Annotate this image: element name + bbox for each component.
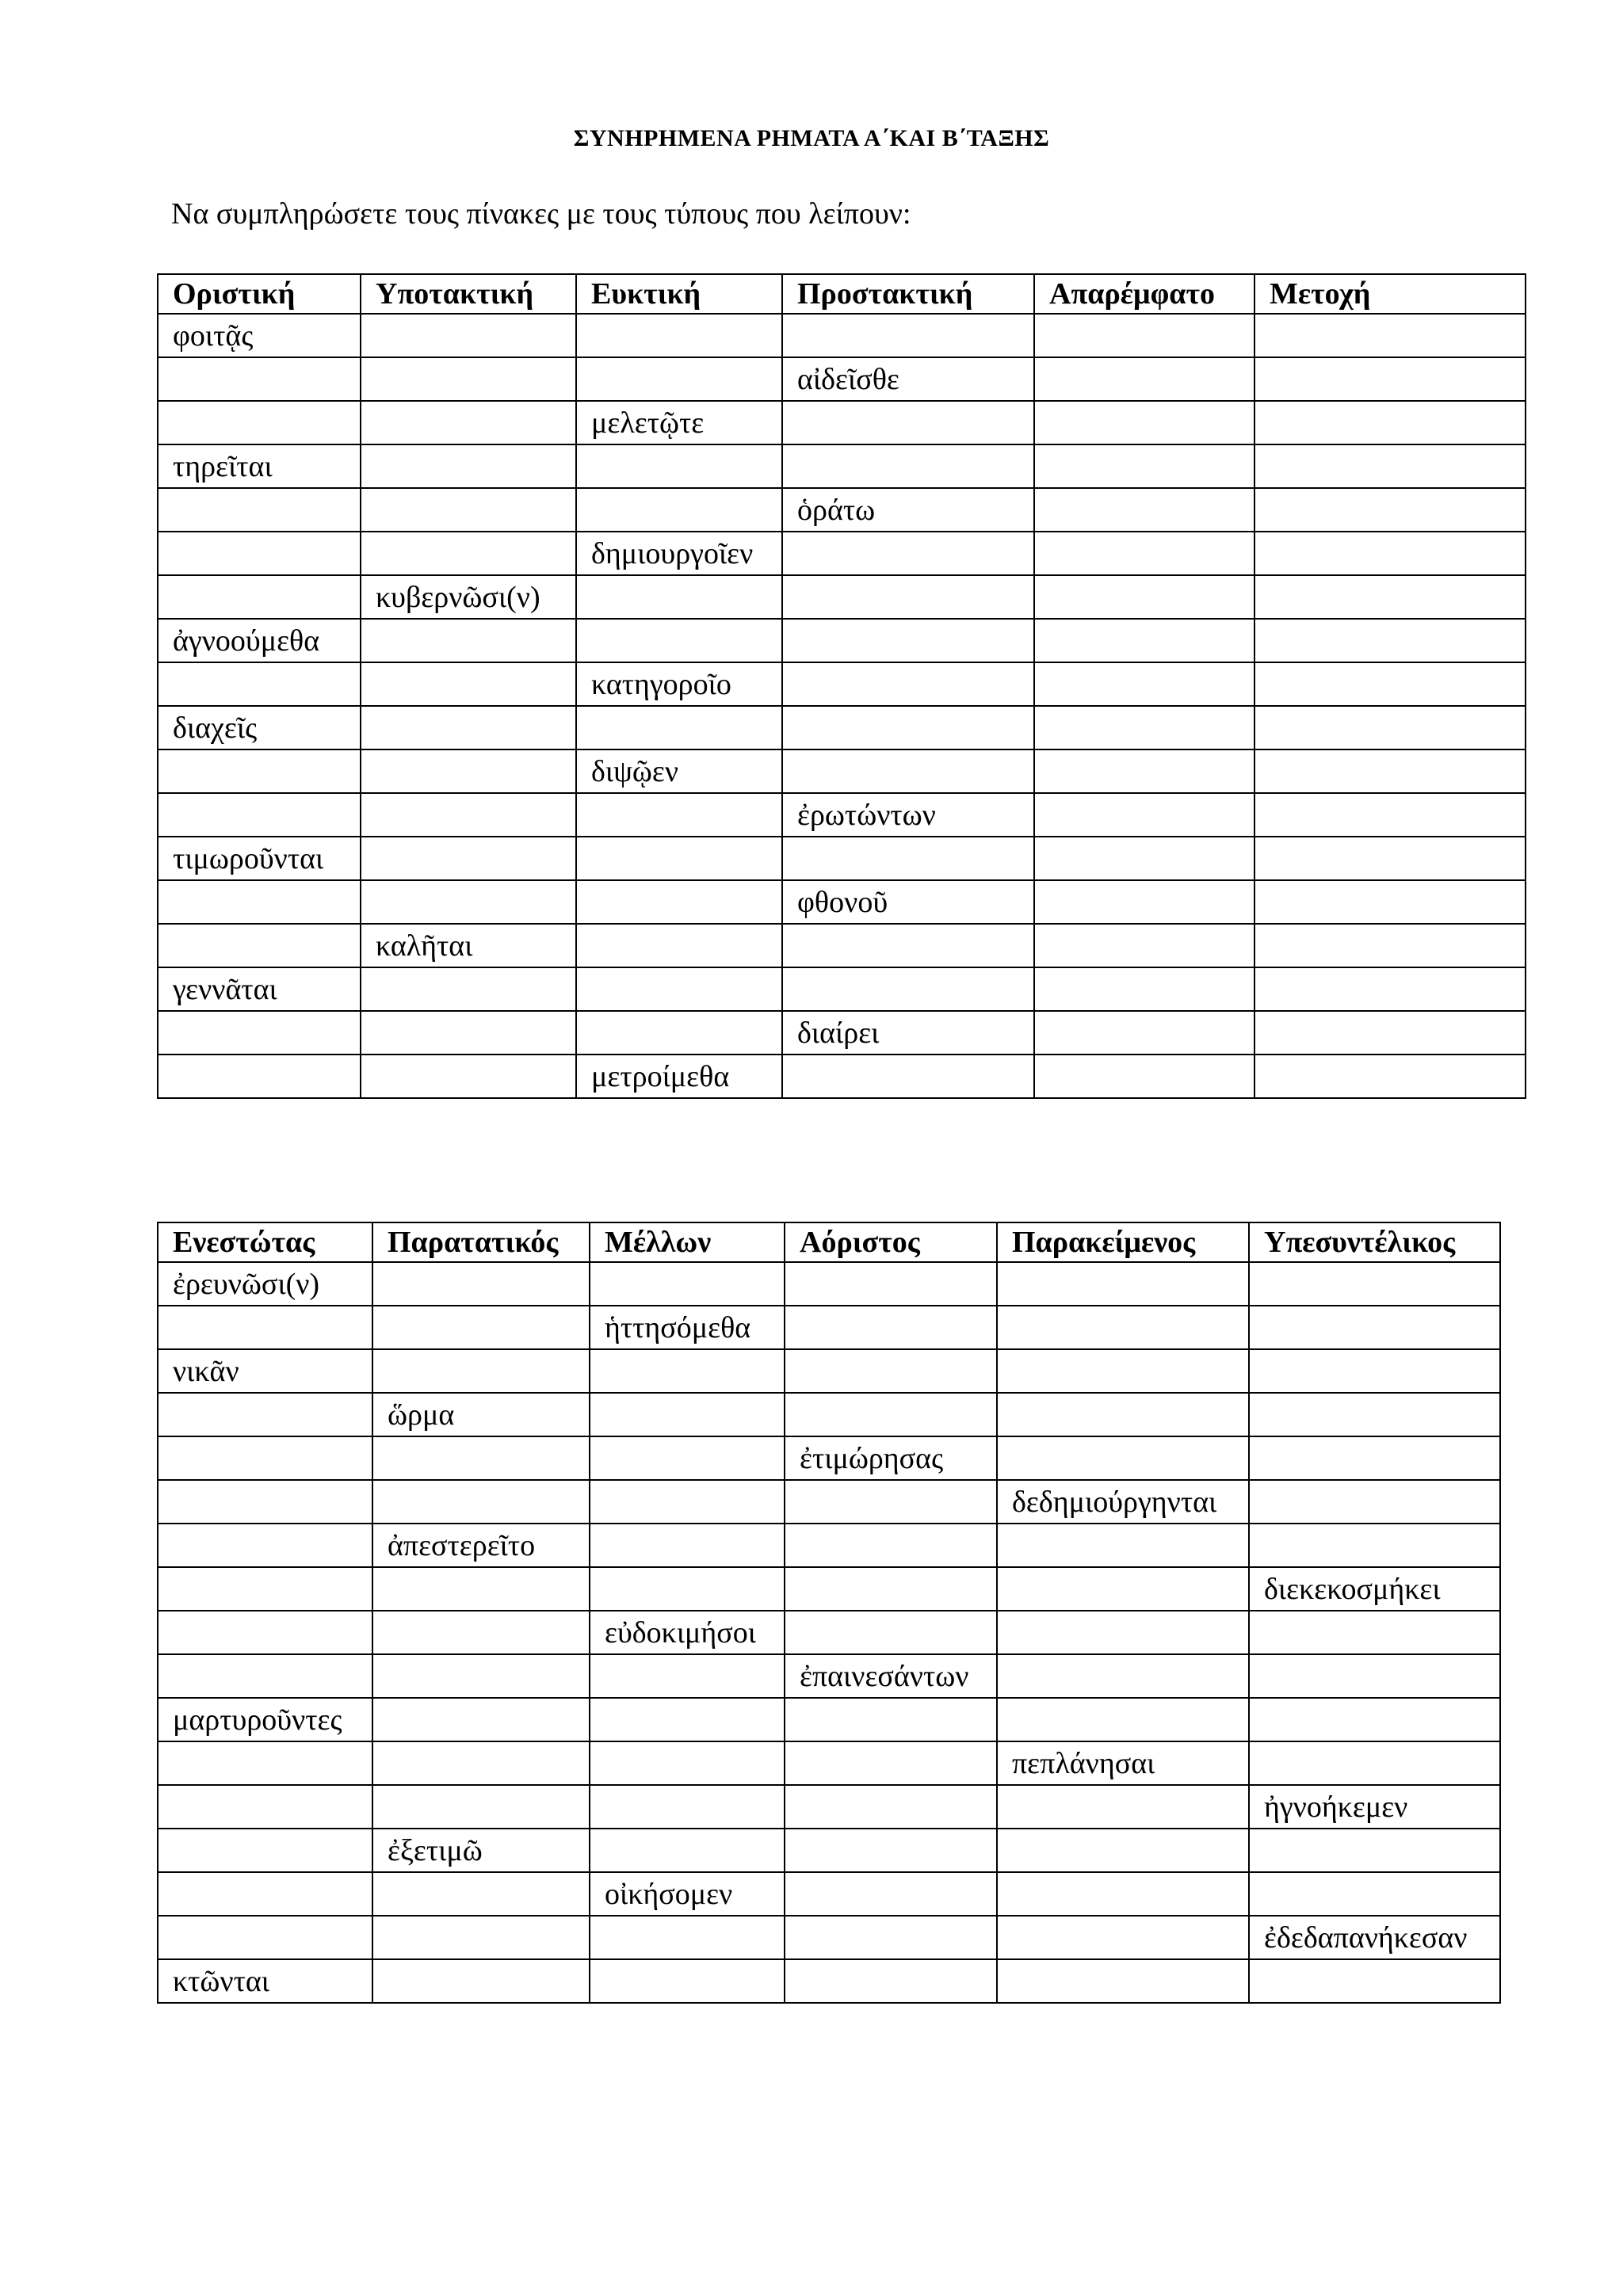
table-cell	[158, 1306, 372, 1349]
table-cell: κατηγοροῖο	[576, 662, 782, 706]
table-cell	[1249, 1480, 1500, 1524]
table-cell: μαρτυροῦντες	[158, 1698, 372, 1741]
table-cell	[576, 1011, 782, 1055]
table-cell	[158, 1829, 372, 1872]
column-header: Οριστική	[158, 274, 361, 314]
table-cell	[1249, 1741, 1500, 1785]
table-row	[158, 1306, 1500, 1349]
table-cell	[1249, 1306, 1500, 1349]
table-cell: γεννᾶται	[158, 967, 361, 1011]
table-row	[158, 662, 1526, 706]
table-row	[158, 1916, 1500, 1959]
table-cell	[782, 967, 1034, 1011]
table-cell	[782, 837, 1034, 880]
table-cell	[1249, 1959, 1500, 2003]
table-row	[158, 1741, 1500, 1785]
table-cell	[1034, 314, 1254, 357]
column-header: Ενεστώτας	[158, 1222, 372, 1262]
table-cell	[785, 1480, 997, 1524]
table-row	[158, 1480, 1500, 1524]
table-cell	[158, 749, 361, 793]
table-cell: μετροίμεθα	[576, 1055, 782, 1098]
table-cell: ἐδεδαπανήκεσαν	[1249, 1916, 1500, 1959]
table-cell: αἰδεῖσθε	[782, 357, 1034, 401]
table-cell	[158, 357, 361, 401]
table-row	[158, 793, 1526, 837]
table-cell	[590, 1698, 785, 1741]
table-cell	[158, 662, 361, 706]
table-cell	[997, 1306, 1249, 1349]
table-cell	[158, 1611, 372, 1654]
table-cell	[361, 749, 576, 793]
table-cell: κυβερνῶσι(ν)	[361, 575, 576, 619]
table-cell: διαχεῖς	[158, 706, 361, 749]
table-cell	[1034, 837, 1254, 880]
table-cell	[158, 1785, 372, 1829]
table-cell	[1034, 1011, 1254, 1055]
table-cell	[1254, 924, 1526, 967]
table-cell	[785, 1306, 997, 1349]
table-row	[158, 1567, 1500, 1611]
table-cell	[590, 1916, 785, 1959]
table-cell	[1254, 662, 1526, 706]
column-header: Αόριστος	[785, 1222, 997, 1262]
table-row	[158, 1011, 1526, 1055]
table-cell	[1254, 401, 1526, 444]
table-cell	[1249, 1262, 1500, 1306]
table-cell	[1034, 619, 1254, 662]
table-row	[158, 967, 1526, 1011]
table-cell	[158, 1393, 372, 1436]
table-cell	[997, 1785, 1249, 1829]
table-cell	[361, 444, 576, 488]
table-cell	[1249, 1654, 1500, 1698]
table-cell	[361, 619, 576, 662]
table-cell	[576, 488, 782, 532]
table-cell	[576, 357, 782, 401]
table-cell	[997, 1567, 1249, 1611]
table-cell	[361, 662, 576, 706]
table-cell: διεκεκοσμήκει	[1249, 1567, 1500, 1611]
table-row	[158, 1698, 1500, 1741]
table-cell	[1254, 575, 1526, 619]
table-cell	[576, 444, 782, 488]
table-cell	[1034, 444, 1254, 488]
table-cell	[1254, 532, 1526, 575]
table-cell	[1254, 488, 1526, 532]
table-cell	[590, 1785, 785, 1829]
tense-table	[157, 1222, 1501, 2004]
table-row	[158, 1872, 1500, 1916]
table-cell	[1249, 1872, 1500, 1916]
table-cell	[361, 488, 576, 532]
table-cell	[372, 1306, 590, 1349]
table-cell: ὁράτω	[782, 488, 1034, 532]
table-cell: φοιτᾷς	[158, 314, 361, 357]
table-row	[158, 444, 1526, 488]
table-cell	[576, 967, 782, 1011]
table-cell	[158, 1524, 372, 1567]
table-cell	[997, 1349, 1249, 1393]
table-cell	[590, 1480, 785, 1524]
table-row	[158, 1055, 1526, 1098]
table-cell: διαίρει	[782, 1011, 1034, 1055]
table-cell: ἐρωτώντων	[782, 793, 1034, 837]
column-header: Απαρέμφατο	[1034, 274, 1254, 314]
table-cell	[782, 924, 1034, 967]
table-cell	[1254, 706, 1526, 749]
column-header: Μετοχή	[1254, 274, 1526, 314]
column-header: Μέλλων	[590, 1222, 785, 1262]
table-cell	[782, 662, 1034, 706]
table-cell	[372, 1872, 590, 1916]
table-cell	[361, 837, 576, 880]
table-row	[158, 575, 1526, 619]
table-cell	[1249, 1393, 1500, 1436]
table-cell	[361, 532, 576, 575]
table-cell: τιμωροῦνται	[158, 837, 361, 880]
table-cell	[1254, 1011, 1526, 1055]
table-cell	[361, 706, 576, 749]
table-cell	[1034, 401, 1254, 444]
table-cell	[785, 1393, 997, 1436]
table-cell	[1249, 1436, 1500, 1480]
table-cell: νικᾶν	[158, 1349, 372, 1393]
table-cell	[1034, 575, 1254, 619]
table-cell	[782, 619, 1034, 662]
table-row	[158, 749, 1526, 793]
table-cell	[158, 1480, 372, 1524]
table-cell: οἰκήσομεν	[590, 1872, 785, 1916]
table-cell: ἠγνοήκεμεν	[1249, 1785, 1500, 1829]
table-cell	[1034, 793, 1254, 837]
table-cell	[590, 1436, 785, 1480]
table-row	[158, 532, 1526, 575]
table-cell	[1034, 706, 1254, 749]
table-cell	[576, 924, 782, 967]
column-header: Υποτακτική	[361, 274, 576, 314]
table-cell	[997, 1524, 1249, 1567]
table-cell	[361, 1011, 576, 1055]
table-cell	[782, 749, 1034, 793]
table-row	[158, 1654, 1500, 1698]
table-cell	[1254, 314, 1526, 357]
table-cell	[785, 1349, 997, 1393]
table-cell	[361, 793, 576, 837]
column-header: Ευκτική	[576, 274, 782, 314]
table-cell	[1034, 1055, 1254, 1098]
column-header: Υπεσυντέλικος	[1249, 1222, 1500, 1262]
table-cell	[158, 1011, 361, 1055]
table-row	[158, 1393, 1500, 1436]
table-cell	[158, 793, 361, 837]
table-row	[158, 488, 1526, 532]
table-cell	[1254, 444, 1526, 488]
table-cell	[1034, 749, 1254, 793]
table-cell: ὥρμα	[372, 1393, 590, 1436]
table-cell: τηρεῖται	[158, 444, 361, 488]
table-cell	[785, 1524, 997, 1567]
table-cell	[782, 1055, 1034, 1098]
table-cell	[361, 880, 576, 924]
table-cell	[372, 1611, 590, 1654]
table-cell	[158, 924, 361, 967]
table-cell	[782, 575, 1034, 619]
table-row	[158, 401, 1526, 444]
table-cell	[576, 880, 782, 924]
table-cell: ἐρευνῶσι(ν)	[158, 1262, 372, 1306]
table-cell	[785, 1916, 997, 1959]
table-row	[158, 619, 1526, 662]
table-cell	[576, 314, 782, 357]
table-cell	[997, 1698, 1249, 1741]
table-cell	[1254, 837, 1526, 880]
table-cell	[1249, 1349, 1500, 1393]
table-cell	[361, 1055, 576, 1098]
table-cell	[372, 1436, 590, 1480]
table-cell	[782, 444, 1034, 488]
table-row	[158, 924, 1526, 967]
column-header: Προστακτική	[782, 274, 1034, 314]
table-cell	[1034, 662, 1254, 706]
table-cell	[158, 1741, 372, 1785]
table-cell	[1034, 532, 1254, 575]
table-cell	[785, 1785, 997, 1829]
table-row	[158, 1959, 1500, 2003]
table-cell	[590, 1829, 785, 1872]
table-cell	[1249, 1611, 1500, 1654]
table-cell	[785, 1262, 997, 1306]
table-cell: καλῆται	[361, 924, 576, 967]
table-row	[158, 1524, 1500, 1567]
table-cell: πεπλάνησαι	[997, 1741, 1249, 1785]
table-row	[158, 314, 1526, 357]
table-cell	[158, 1872, 372, 1916]
table-cell	[1034, 357, 1254, 401]
table-cell	[590, 1349, 785, 1393]
table-cell: δημιουργοῖεν	[576, 532, 782, 575]
table-cell: ἀπεστερεῖτο	[372, 1524, 590, 1567]
page-title: ΣΥΝΗΡΗΜΕΝΑ ΡΗΜΑΤΑ Α΄ΚΑΙ Β΄ΤΑΞΗΣ	[573, 125, 1050, 151]
table-cell: φθονοῦ	[782, 880, 1034, 924]
table-cell	[590, 1567, 785, 1611]
table-cell	[785, 1741, 997, 1785]
table-cell	[997, 1959, 1249, 2003]
table-cell	[1254, 1055, 1526, 1098]
table-cell	[1254, 749, 1526, 793]
table-cell	[1254, 793, 1526, 837]
table-cell	[785, 1829, 997, 1872]
table-cell	[372, 1480, 590, 1524]
table-cell	[158, 532, 361, 575]
table-row	[158, 880, 1526, 924]
table-cell: διψῷεν	[576, 749, 782, 793]
table-cell: ἐξετιμῶ	[372, 1829, 590, 1872]
table-cell	[372, 1785, 590, 1829]
table-cell	[158, 1916, 372, 1959]
table-cell	[1249, 1829, 1500, 1872]
table-cell	[576, 793, 782, 837]
table-header-row	[158, 1222, 1500, 1262]
table-cell	[372, 1916, 590, 1959]
table-row	[158, 1785, 1500, 1829]
table-cell	[372, 1349, 590, 1393]
table-cell	[576, 619, 782, 662]
table-row	[158, 1349, 1500, 1393]
table-cell	[997, 1829, 1249, 1872]
table-cell	[372, 1262, 590, 1306]
table-cell	[158, 1654, 372, 1698]
table-cell	[1254, 357, 1526, 401]
table-cell	[372, 1567, 590, 1611]
table-cell	[785, 1698, 997, 1741]
table-cell	[997, 1393, 1249, 1436]
table-cell	[785, 1567, 997, 1611]
table-cell: ἐτιμώρησας	[785, 1436, 997, 1480]
table-cell	[1034, 924, 1254, 967]
table-row	[158, 837, 1526, 880]
table-cell	[361, 314, 576, 357]
table-cell	[158, 880, 361, 924]
table-cell: ἐπαινεσάντων	[785, 1654, 997, 1698]
table-header-row	[158, 274, 1526, 314]
table-cell	[361, 967, 576, 1011]
table-cell	[1034, 967, 1254, 1011]
table-cell	[158, 401, 361, 444]
table-cell	[590, 1393, 785, 1436]
table-cell	[590, 1262, 785, 1306]
table-cell	[1249, 1698, 1500, 1741]
table-cell: δεδημιούργηνται	[997, 1480, 1249, 1524]
table-row	[158, 706, 1526, 749]
table-row	[158, 357, 1526, 401]
table-row	[158, 1436, 1500, 1480]
table-cell	[1254, 967, 1526, 1011]
table-cell	[782, 532, 1034, 575]
table-cell	[590, 1741, 785, 1785]
table-cell	[590, 1959, 785, 2003]
table-cell: μελετῷτε	[576, 401, 782, 444]
table-row	[158, 1829, 1500, 1872]
table-cell	[785, 1872, 997, 1916]
table-cell	[785, 1959, 997, 2003]
table-cell	[158, 488, 361, 532]
table-cell	[158, 1055, 361, 1098]
table-cell	[576, 706, 782, 749]
table-cell	[782, 401, 1034, 444]
table-row	[158, 1262, 1500, 1306]
table-cell	[361, 357, 576, 401]
table-cell	[1034, 488, 1254, 532]
table-cell: εὐδοκιμήσοι	[590, 1611, 785, 1654]
table-cell	[997, 1436, 1249, 1480]
instructions: Να συμπληρώσετε τους πίνακες με τους τύπους που λείπουν:	[171, 197, 911, 231]
table-cell	[590, 1524, 785, 1567]
table-cell	[782, 706, 1034, 749]
table-cell	[158, 1436, 372, 1480]
table-cell	[997, 1654, 1249, 1698]
table-cell	[590, 1654, 785, 1698]
table-cell	[576, 837, 782, 880]
table-cell	[158, 575, 361, 619]
table-cell	[1034, 880, 1254, 924]
table-cell	[997, 1872, 1249, 1916]
table-cell	[1254, 880, 1526, 924]
table-cell	[997, 1262, 1249, 1306]
table-cell	[158, 1567, 372, 1611]
column-header: Παρατατικός	[372, 1222, 590, 1262]
column-header: Παρακείμενος	[997, 1222, 1249, 1262]
table-cell: κτῶνται	[158, 1959, 372, 2003]
table-row	[158, 1611, 1500, 1654]
table-cell	[997, 1916, 1249, 1959]
table-cell	[372, 1959, 590, 2003]
table-cell	[372, 1741, 590, 1785]
table-cell	[576, 575, 782, 619]
table-cell: ἀγνοούμεθα	[158, 619, 361, 662]
table-cell	[361, 401, 576, 444]
table-cell	[785, 1611, 997, 1654]
table-cell	[372, 1654, 590, 1698]
table-cell	[1249, 1524, 1500, 1567]
mood-table	[157, 273, 1526, 1099]
table-cell: ἡττησόμεθα	[590, 1306, 785, 1349]
table-cell	[372, 1698, 590, 1741]
table-cell	[782, 314, 1034, 357]
table-cell	[997, 1611, 1249, 1654]
table-cell	[1254, 619, 1526, 662]
